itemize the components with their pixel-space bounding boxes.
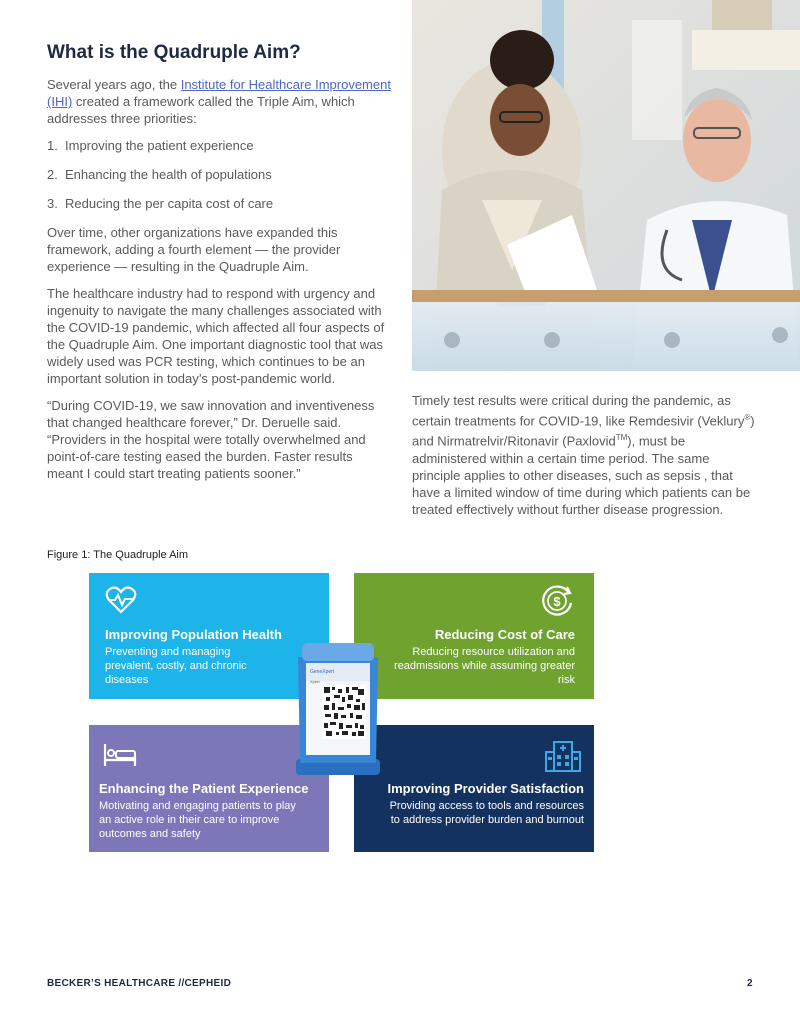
intro-paragraph	[47, 76, 392, 127]
priority-item	[47, 137, 392, 154]
hospital-bed-icon	[103, 742, 137, 773]
priority-number: 2.	[47, 167, 58, 182]
hospital-building-icon	[545, 740, 581, 777]
quadrant-title: Improving Provider Satisfaction	[387, 781, 584, 796]
priority-item	[47, 166, 392, 183]
quadrant-provider-satisfaction	[354, 725, 594, 852]
right-paragraph-part2: ) and Nirmatrelvir/Ritonavir (Paxlovid	[412, 413, 755, 449]
page-number: 2	[747, 978, 753, 989]
priority-item	[47, 195, 392, 212]
deruelle-quote: “During COVID-19, we saw innovation and inventiveness that changed healthcare forever,” Dr. Deruelle said. “Providers in the hospital were totally overwhelmed and point-of-care testing eased the burden. Faster results meant I could start treating patients sooner.”	[47, 398, 375, 481]
genexpert-cartridge-image	[292, 637, 384, 777]
device-brand-label: GeneXpert	[310, 669, 335, 675]
dollar-cycle-icon	[539, 583, 575, 624]
left-column	[47, 42, 392, 492]
quadrant-description: Motivating and engaging patients to play an active role in their care to improve outcomes and safety	[99, 800, 296, 840]
right-paragraph	[412, 392, 757, 518]
expanded-framework-paragraph: Over time, other organizations have expanded this framework, adding a fourth element — the provider experience — resulting in the Quadruple Aim.	[47, 225, 341, 274]
trademark-mark: TM	[615, 433, 628, 443]
quadrant-description: Reducing resource utilization and readmissions while assuming greater risk	[394, 646, 575, 686]
quadrant-description: Preventing and managing prevalent, costly, and chronic diseases	[105, 646, 247, 686]
heartbeat-icon	[105, 585, 137, 620]
ihi-link[interactable]: Institute for Healthcare Improvement (IHI)	[47, 77, 391, 109]
registered-mark: ®	[744, 413, 751, 422]
priority-number: 3.	[47, 196, 58, 211]
intro-text-start: Several years ago, the	[47, 77, 181, 92]
svg-text:$: $	[553, 594, 561, 609]
priority-text: Enhancing the health of populations	[65, 167, 272, 182]
quadrant-title: Improving Population Health	[105, 627, 282, 642]
doctors-photo	[412, 0, 800, 371]
quadrant-title: Enhancing the Patient Experience	[99, 781, 309, 796]
right-paragraph-part3: ), must be administered within a certain time period. The same principle applies to other diseases, such as sepsis , that have a limited window of time during which patients can be treated effectively without further disease progression.	[412, 433, 751, 517]
intro-text-end: created a framework called the Triple Aim, which addresses three priorities:	[47, 94, 355, 126]
quadrant-description: Providing access to tools and resources to address provider burden and burnout	[389, 800, 584, 826]
page-heading: What is the Quadruple Aim?	[47, 42, 301, 63]
footer-publication: BECKER’S HEALTHCARE //CEPHEID	[47, 978, 232, 989]
priority-number: 1.	[47, 138, 58, 153]
right-paragraph-part1: Timely test results were critical during the pandemic, as certain treatments for COVID-19, like Remdesivir (Veklury	[412, 393, 745, 429]
quadrant-cost-of-care	[354, 573, 594, 699]
priority-text: Improving the patient experience	[65, 138, 254, 153]
quadrant-title: Reducing Cost of Care	[434, 627, 575, 642]
figure-caption: Figure 1: The Quadruple Aim	[47, 549, 189, 561]
device-model-label: Xpert	[310, 679, 320, 684]
priority-text: Reducing the per capita cost of care	[65, 196, 274, 211]
industry-paragraph: The healthcare industry had to respond with urgency and ingenuity to navigate the many challenges associated with the COVID-19 pandemic, which affected all four aspects of the Quadruple Aim. One important diagnostic tool that was widely used was PCR testing, which continues to be an important solution in today’s post-pandemic world.	[47, 286, 385, 386]
